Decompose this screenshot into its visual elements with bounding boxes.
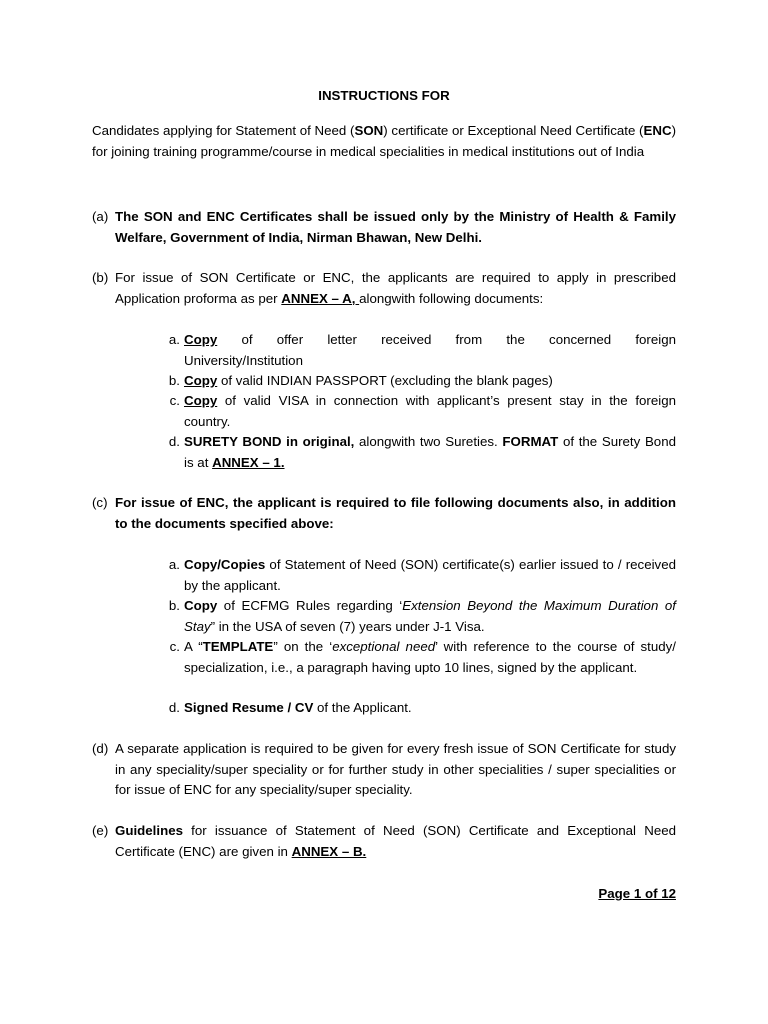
item-c bbox=[92, 493, 676, 534]
item-e-label: (e) bbox=[92, 823, 109, 838]
sub-text: of offer letter received from the concerned foreign bbox=[241, 332, 677, 347]
sub-text-2: of the Surety Bond is at bbox=[184, 434, 676, 470]
item-b-text-1: For issue of SON Certificate or ENC, the applicants are required to apply in prescribed Application proforma as per bbox=[115, 270, 676, 306]
sub-text: of the Applicant. bbox=[313, 700, 412, 715]
sub-text-2: ” on the ‘ bbox=[273, 639, 333, 654]
sub-label: b. bbox=[168, 373, 180, 388]
sub-text: of valid INDIAN PASSPORT (excluding the blank pages) bbox=[217, 373, 553, 388]
item-c-text: For issue of ENC, the applicant is required to file following documents also, in addition to the documents specified above: bbox=[115, 495, 676, 531]
sub-bold: Copy bbox=[184, 373, 218, 388]
sub-text: of ECFMG Rules regarding ‘ bbox=[217, 598, 403, 613]
item-b-label: (b) bbox=[92, 270, 109, 285]
sub-text-line2: University/Institution bbox=[184, 352, 303, 368]
intro-text-1: Candidates applying for Statement of Need ( bbox=[92, 123, 355, 138]
intro-son: SON bbox=[354, 123, 384, 138]
annex-b-link[interactable]: ANNEX – B. bbox=[291, 843, 367, 859]
sub-text-3: ’ with reference to the course of study/ specialization, i.e., a paragraph having upto 10 lines, signed by the applicant. bbox=[184, 639, 676, 675]
item-c-label: (c) bbox=[92, 495, 108, 510]
sub-bold-2: FORMAT bbox=[502, 434, 559, 449]
sub-label: d. bbox=[168, 434, 180, 449]
sub-text: alongwith two Sureties. bbox=[354, 434, 503, 449]
intro-enc: ENC bbox=[643, 123, 672, 138]
item-d-label: (d) bbox=[92, 741, 109, 756]
sub-label: a. bbox=[168, 332, 180, 347]
item-e-text: for issuance of Statement of Need (SON) Certificate and Exceptional Need Certificate (ENC) are given in bbox=[115, 823, 676, 859]
sub-bold: Copy bbox=[184, 332, 218, 347]
sub-italic: Extension Beyond the Maximum Duration of Stay bbox=[184, 598, 676, 634]
intro-text-2: ) certificate or Exceptional Need Certificate ( bbox=[383, 123, 644, 138]
page-title: INSTRUCTIONS FOR bbox=[318, 88, 450, 103]
intro-paragraph bbox=[92, 121, 676, 162]
sub-text: of valid VISA in connection with applicant’s present stay in the foreign country. bbox=[184, 393, 676, 429]
sub-label: d. bbox=[168, 700, 180, 715]
item-a bbox=[92, 207, 676, 248]
sub-text: A “ bbox=[184, 639, 203, 654]
item-b-sub-d bbox=[162, 432, 676, 473]
item-e bbox=[92, 821, 676, 862]
sub-label: a. bbox=[168, 557, 180, 572]
intro-text-3: ) for joining training programme/course in medical specialities in medical institutions out of India bbox=[92, 123, 677, 159]
item-b-sub-c bbox=[162, 391, 676, 432]
item-a-label: (a) bbox=[92, 209, 109, 224]
item-b-annex-link[interactable]: ANNEX – A, bbox=[281, 290, 360, 306]
item-c-sub-a bbox=[162, 555, 676, 596]
item-a-text: The SON and ENC Certificates shall be issued only by the Ministry of Health & Family Welfare, Government of India, Nirman Bhawan, New Delhi. bbox=[115, 209, 676, 245]
sub-bold: SURETY BOND in original, bbox=[184, 434, 355, 449]
sub-text: of Statement of Need (SON) certificate(s) earlier issued to / received by the applicant. bbox=[184, 557, 676, 593]
sub-bold: Signed Resume / CV bbox=[184, 700, 314, 715]
item-b-sub-a bbox=[162, 330, 676, 371]
sub-text-2: ” in the USA of seven (7) years under J-1 Visa. bbox=[210, 618, 485, 634]
item-c-sub-d bbox=[162, 698, 676, 719]
item-c-sub-c bbox=[162, 637, 676, 678]
sub-label: c. bbox=[169, 639, 180, 654]
sub-label: c. bbox=[169, 393, 180, 408]
sub-italic: exceptional need bbox=[332, 639, 436, 654]
item-d-text: A separate application is required to be given for every fresh issue of SON Certificate for study in any speciality/super speciality or for further study in other specialities / super specialities or for issue of ENC for any speciality/super speciality. bbox=[115, 741, 676, 797]
sub-bold: Copy bbox=[184, 598, 218, 613]
item-c-sub-b bbox=[162, 596, 676, 637]
sub-label: b. bbox=[168, 598, 180, 613]
sub-bold: Copy bbox=[184, 393, 218, 408]
item-d bbox=[92, 739, 676, 801]
item-b-text-2: alongwith following documents: bbox=[359, 290, 544, 306]
sub-bold: TEMPLATE bbox=[202, 639, 274, 654]
item-e-bold: Guidelines bbox=[115, 823, 183, 838]
page-number: Page 1 of 12 bbox=[598, 886, 676, 901]
annex-1-link[interactable]: ANNEX – 1. bbox=[212, 454, 285, 470]
item-b-sub-b bbox=[162, 371, 676, 392]
item-b bbox=[92, 268, 676, 309]
sub-bold: Copy/Copies bbox=[184, 557, 266, 572]
